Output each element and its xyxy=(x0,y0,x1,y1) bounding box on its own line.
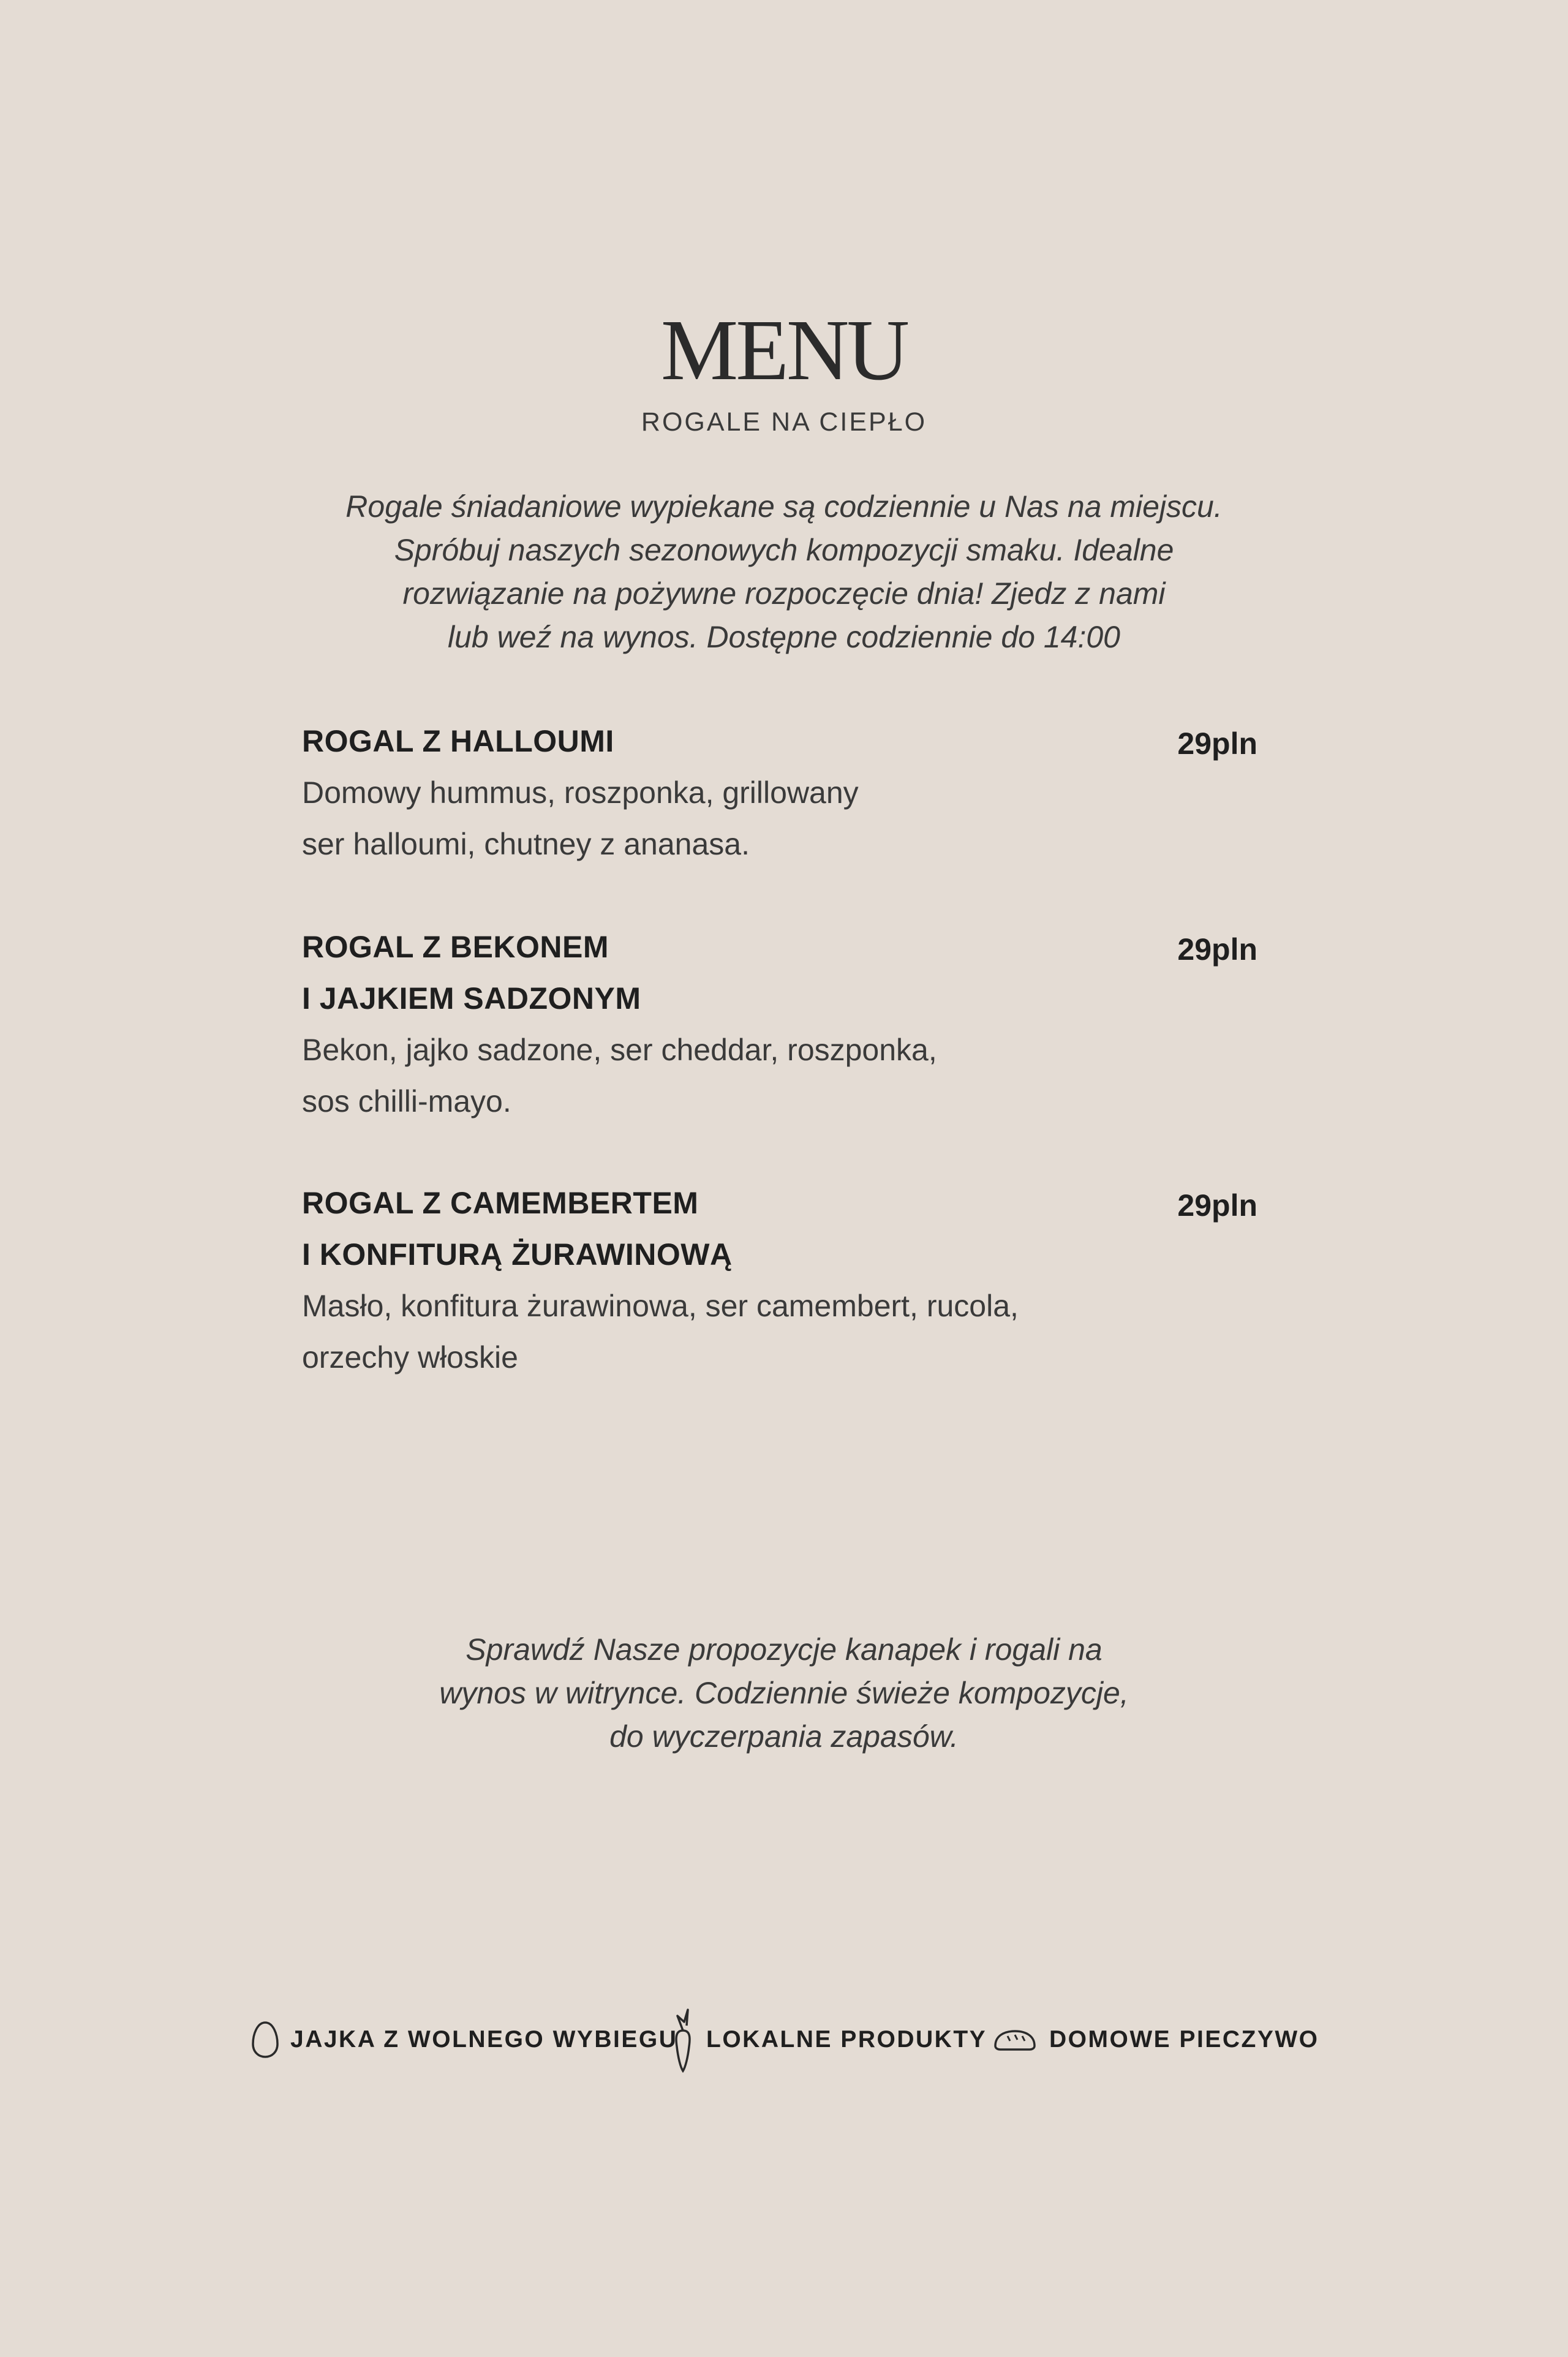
item-name-line: ROGAL Z CAMEMBERTEM xyxy=(302,1186,699,1220)
item-price: 29pln xyxy=(1177,932,1257,967)
item-description xyxy=(302,1280,1257,1383)
badge-homemade-bread xyxy=(993,2003,1319,2076)
intro-line: lub weź na wynos. Dostępne codziennie do 14:00 xyxy=(448,620,1120,654)
menu-subtitle: ROGALE NA CIEPŁO xyxy=(641,407,927,437)
item-name xyxy=(302,715,1257,767)
feature-badges xyxy=(0,2003,1568,2076)
menu-item-camembert xyxy=(302,1177,1257,1383)
item-name-line: ROGAL Z BEKONEM xyxy=(302,930,609,964)
item-name xyxy=(302,1177,1257,1280)
badge-free-range-eggs xyxy=(251,2003,677,2076)
intro-text xyxy=(294,485,1274,659)
badge-label: JAJKA Z WOLNEGO WYBIEGU xyxy=(290,2026,678,2053)
egg-icon xyxy=(251,2021,279,2059)
outro-line: do wyczerpania zapasów. xyxy=(609,1719,959,1754)
outro-line: wynos w witrynce. Codziennie świeże kompozycje, xyxy=(439,1676,1129,1710)
outro-line: Sprawdź Nasze propozycje kanapek i rogali na xyxy=(466,1632,1102,1667)
item-price: 29pln xyxy=(1177,1188,1257,1223)
item-description xyxy=(302,1024,1257,1127)
item-name-line: ROGAL Z HALLOUMI xyxy=(302,724,614,758)
item-desc-line: Bekon, jajko sadzone, ser cheddar, roszponka, xyxy=(302,1033,937,1067)
item-desc-line: ser halloumi, chutney z ananasa. xyxy=(302,827,750,861)
item-desc-line: orzechy włoskie xyxy=(302,1340,518,1375)
intro-line: Rogale śniadaniowe wypiekane są codziennie u Nas na miejscu. xyxy=(345,489,1223,524)
item-name xyxy=(302,921,1257,1024)
bread-icon xyxy=(993,2027,1037,2052)
badge-label: LOKALNE PRODUKTY xyxy=(706,2026,987,2053)
menu-item-halloumi xyxy=(302,715,1257,870)
item-price: 29pln xyxy=(1177,726,1257,761)
carrot-icon xyxy=(671,2006,695,2073)
badge-label: DOMOWE PIECZYWO xyxy=(1049,2026,1319,2053)
intro-line: rozwiązanie na pożywne rozpoczęcie dnia! Zjedz z nami xyxy=(402,576,1166,611)
item-desc-line: Domowy hummus, roszponka, grillowany xyxy=(302,775,859,810)
item-name-line: I JAJKIEM SADZONYM xyxy=(302,981,641,1016)
item-description xyxy=(302,767,1257,870)
menu-item-bekon xyxy=(302,921,1257,1127)
item-desc-line: sos chilli-mayo. xyxy=(302,1084,511,1118)
intro-line: Spróbuj naszych sezonowych kompozycji smaku. Idealne xyxy=(394,533,1174,567)
item-desc-line: Masło, konfitura żurawinowa, ser camembert, rucola, xyxy=(302,1289,1019,1323)
menu-title: MENU xyxy=(660,301,908,398)
outro-text xyxy=(294,1628,1274,1759)
badge-local-products xyxy=(671,2003,987,2076)
item-name-line: I KONFITURĄ ŻURAWINOWĄ xyxy=(302,1237,733,1272)
